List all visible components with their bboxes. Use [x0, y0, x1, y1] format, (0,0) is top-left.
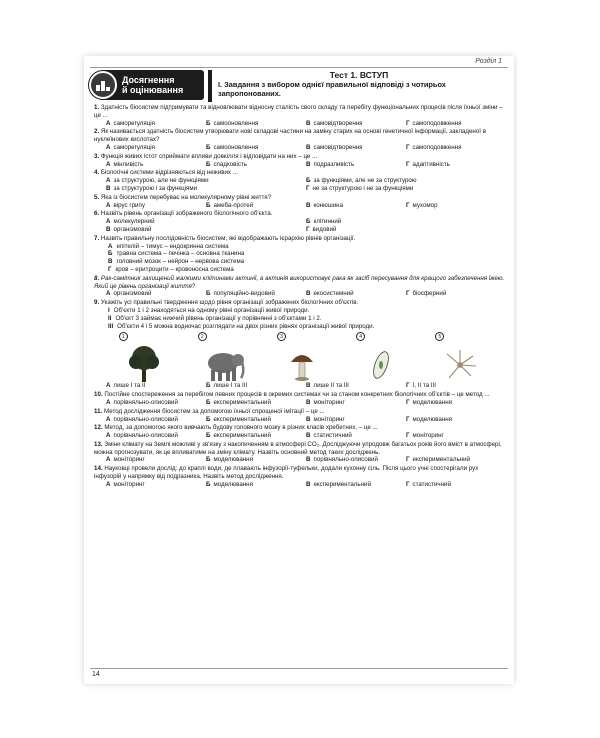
answer-option-Б[interactable]: Б лише І та ІІІ — [206, 382, 248, 390]
question-number: 8. — [94, 274, 101, 282]
object-picture-3: 3 — [277, 332, 327, 382]
answer-option-Г[interactable]: Г мухомор — [406, 201, 438, 209]
question-text: 5. Яка із біосистем перебуває на молекулярному рівні життя? — [94, 193, 272, 201]
answer-option-Б[interactable]: Б травна система – печінка – основна тканина — [108, 250, 245, 258]
answer-option-В[interactable]: В за структурою і за функціями — [106, 184, 198, 192]
answer-option-В[interactable]: В самовідтворення — [306, 119, 363, 127]
question-number: 7. — [94, 234, 101, 242]
answer-option-Г[interactable]: Г моніторинг — [406, 432, 444, 440]
question-8 — [94, 275, 506, 298]
test-title: Тест 1. ВСТУП — [329, 70, 389, 80]
question-text: 3. Функція живих істот сприймати впливи довкілля і відповідати на них – це ... — [94, 152, 318, 160]
question-11 — [94, 408, 506, 424]
question-number: 9. — [94, 299, 101, 307]
answer-option-В[interactable]: В головний мозок – нейрон – нервова система — [108, 258, 245, 266]
answer-option-Г[interactable]: Г моделювання — [406, 415, 453, 423]
object-pictures — [94, 330, 506, 382]
answer-option-В[interactable]: В експериментальний — [306, 480, 371, 488]
answer-option-А[interactable]: А молекулярний — [106, 218, 155, 226]
question-text: 9. Укажіть усі правильні твердження щодо рівня організації зображених біологічних об'єктів. — [94, 299, 359, 307]
answer-option-Г[interactable]: Г біосферний — [406, 290, 447, 298]
page-number: 14 — [92, 671, 100, 678]
answer-option-Г[interactable]: Г І, ІІ та ІІІ — [406, 382, 436, 390]
answer-options — [94, 382, 506, 390]
question-number: 14. — [94, 465, 105, 473]
answer-options — [94, 456, 506, 464]
question-text: 11. Метод дослідження біосистем за допомогою їхньої спрощеної імітації – це ... — [94, 407, 325, 415]
answer-option-А[interactable]: А організмовий — [106, 290, 152, 298]
statement: ІІ Об'єкт 3 займає нижчий рівень організації у порівнянні з об'єктами 1 і 2. — [108, 314, 322, 322]
answer-options — [94, 177, 506, 193]
section-title: І. Завдання з вибором однієї правильної відповіді з чотирьох запропонованих. — [218, 80, 446, 98]
question-number: 3. — [94, 152, 101, 160]
answer-options — [94, 432, 506, 440]
answer-option-Б[interactable]: Б популяційно-видовий — [206, 290, 275, 298]
answer-options — [94, 481, 506, 489]
answer-option-Б[interactable]: Б моделювання — [206, 456, 253, 464]
answer-options — [94, 120, 506, 128]
question-number: 12. — [94, 424, 105, 432]
answer-option-Б[interactable]: Б експериментальний — [206, 432, 271, 440]
question-5 — [94, 194, 506, 210]
answer-option-В[interactable]: В моніторинг — [306, 398, 345, 406]
badge-line2: й оцінювання — [122, 85, 184, 95]
answer-options — [94, 202, 506, 210]
answer-option-Г[interactable]: Г самоподовження — [406, 119, 462, 127]
question-text: 1. Здатність біосистем підтримувати та відновлювати відносну сталість свого складу та перебігу функціональних процесів після їхньої зміни – це ... — [94, 104, 503, 119]
answer-option-А[interactable]: А вірус грипу — [106, 201, 145, 209]
answer-option-Б[interactable]: Б самооновлення — [206, 143, 259, 151]
answer-option-Г[interactable]: Г кров – еритроцити – кровоносна система — [108, 265, 234, 273]
question-7 — [94, 235, 506, 274]
question-3 — [94, 153, 506, 169]
answer-option-Г[interactable]: Г адаптивність — [406, 160, 450, 168]
question-14 — [94, 465, 506, 488]
answer-option-Б[interactable]: Б амеба-протей — [206, 201, 254, 209]
question-text: 7. Назвіть правильну послідовність біосистем, які відображають ієрархію рівнів організації. — [94, 234, 356, 242]
question-number: 5. — [94, 193, 101, 201]
question-number: 2. — [94, 128, 101, 136]
answer-option-В[interactable]: В екосистемний — [306, 290, 354, 298]
answer-option-А[interactable]: А за структурою, але не функціями — [106, 177, 209, 185]
top-rule — [90, 67, 508, 68]
object-picture-1: 1 — [119, 332, 169, 382]
question-2 — [94, 128, 506, 151]
question-text: 8. Рак-самітник захищений жалкими клітинами актинії, а актинія використовує рака як засіб пересування для кращого забезпечення їжею. Який це рівень організації життя? — [94, 274, 505, 290]
answer-option-А[interactable]: А мінливість — [106, 160, 144, 168]
question-number: 10. — [94, 391, 105, 399]
question-9 — [94, 299, 506, 390]
section-tag: Розділ 1 — [475, 58, 502, 65]
answer-option-Г[interactable]: Г статистичний — [406, 480, 451, 488]
answer-option-Г[interactable]: Г моделювання — [406, 398, 453, 406]
statement: ІІІ Об'єкти 4 і 5 можна водночас розглядати на двох різних рівнях організації живої природи. — [108, 322, 375, 330]
answer-option-Б[interactable]: Б експериментальний — [206, 415, 271, 423]
question-text: 13. Зміни клімату на Землі можливі у зв'язку з накопиченням в атмосфері CO₂. Досліджуючи упродовж багатьох років його вміст в атмосфері, можна прогнозувати, як це впливатиме на зміну клімату. Назвіть основний метод таких досліджень. — [94, 440, 502, 456]
question-6 — [94, 210, 506, 233]
textbook-page — [84, 56, 514, 684]
question-number: 11. — [94, 407, 104, 415]
answer-options — [94, 144, 506, 152]
answer-option-В[interactable]: В статистичний — [306, 432, 352, 440]
answer-option-В[interactable]: В конюшина — [306, 201, 344, 209]
answer-option-Г[interactable]: Г не за структурою і не за функціями — [306, 184, 414, 192]
answer-option-Б[interactable]: Б спадковість — [206, 160, 247, 168]
statement: І Об'єкти 1 і 2 знаходяться на одному рівні організації живої природи. — [108, 306, 310, 314]
answer-options — [94, 399, 506, 407]
question-number: 4. — [94, 169, 101, 177]
podium-icon — [89, 71, 117, 99]
achievement-badge — [88, 70, 204, 100]
question-12 — [94, 424, 506, 440]
question-10 — [94, 391, 506, 407]
answer-option-Б[interactable]: Б моделювання — [206, 480, 253, 488]
answer-option-В[interactable]: В порівняльно-описовий — [306, 456, 378, 464]
question-text: 14. Науковці провели дослід: до краплі води, де плавають інфузорії-туфельки, додали кухонну сіль. Після цього учні спостерігали рух інфузорій у напрямку від подразника. Назвіть метод дослідження. — [94, 465, 479, 481]
question-4 — [94, 169, 506, 192]
question-number: 1. — [94, 104, 101, 111]
question-1 — [94, 104, 506, 127]
answer-option-В[interactable]: В моніторинг — [306, 415, 345, 423]
answer-option-А[interactable]: А епітелій – тимус – ендокринна система — [108, 242, 229, 250]
answer-option-Б[interactable]: Б за функціями, але не за структурою — [306, 177, 417, 185]
answer-option-А[interactable]: А саморегуляція — [106, 119, 156, 127]
answer-option-Б[interactable]: Б самооновлення — [206, 119, 259, 127]
answer-option-Б[interactable]: Б клітинний — [306, 218, 342, 226]
object-picture-4: 4 — [356, 332, 406, 382]
footer-rule — [90, 668, 508, 669]
answer-option-А[interactable]: А порівняльно-описовий — [106, 432, 178, 440]
title-bar-divider — [208, 70, 212, 102]
answer-option-Г[interactable]: Г видовий — [306, 225, 337, 233]
answer-option-В[interactable]: В подразливість — [306, 160, 355, 168]
answer-options — [94, 416, 506, 424]
answer-option-Г[interactable]: Г самоподовження — [406, 143, 462, 151]
question-text: 2. Як називається здатність біосистем утворювати нові складові частини на заміну старих на основі генетичної інформації, закладеної в нуклеїнових кислотах? — [94, 128, 487, 144]
answer-option-Г[interactable]: Г експериментальний — [406, 456, 470, 464]
questions-list — [94, 104, 506, 490]
object-picture-5: 5 — [435, 332, 485, 382]
object-picture-2: 2 — [198, 332, 248, 382]
badge-line1: Досягнення — [122, 75, 175, 85]
answer-option-А[interactable]: А порівняльно-описовий — [106, 398, 178, 406]
answer-option-В[interactable]: В самовідтворення — [306, 143, 363, 151]
question-text: 6. Назвіть рівень організації зображеного біологічного об'єкта. — [94, 210, 273, 218]
answer-option-А[interactable]: А моніторинг — [106, 480, 145, 488]
answer-option-А[interactable]: А моніторинг — [106, 456, 145, 464]
answer-option-В[interactable]: В організмовий — [106, 225, 152, 233]
answer-options — [94, 161, 506, 169]
answer-options — [94, 218, 506, 234]
question-number: 6. — [94, 210, 101, 218]
badge-text — [122, 75, 183, 95]
answer-options — [94, 290, 506, 298]
answer-option-А[interactable]: А порівняльно-описовий — [106, 415, 178, 423]
question-number: 13. — [94, 440, 105, 448]
question-text: 10. Постійне спостереження за перебігом певних процесів в окремих системах чи за станом конкретних біологічних об'єктів – це метод ... — [94, 391, 490, 399]
question-text: 4. Біологічні системи відрізняються від неживих ... — [94, 169, 238, 177]
answer-option-В[interactable]: В лише ІІ та ІІІ — [306, 382, 349, 390]
answer-option-А[interactable]: А лише І та ІІ — [106, 382, 146, 390]
question-13 — [94, 441, 506, 464]
question-text: 12. Метод, за допомогою якого вивчають будову головного мозку в різних класів хребетних, – це ... — [94, 424, 378, 432]
answer-option-Б[interactable]: Б експериментальний — [206, 398, 271, 406]
answer-option-А[interactable]: А саморегуляція — [106, 143, 156, 151]
